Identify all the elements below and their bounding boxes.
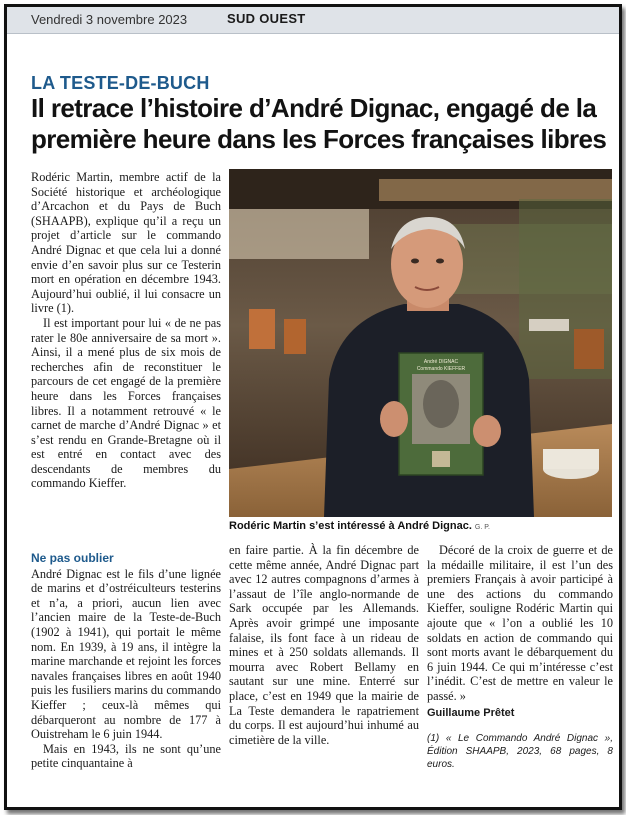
location-kicker: LA TESTE-DE-BUCH [31,73,210,93]
caption-text: Rodéric Martin s’est intéressé à André Dignac. [229,520,472,532]
column1-paragraph-2: Mais en 1943, ils ne sont qu’une petite cinquantaine à [31,741,221,771]
column3-paragraph: Décoré de la croix de guerre et de la médaille militaire, il est l’un des premiers Français à avoir participé à une des actions du commando Kieffer, souligne Rodéric Martin qui ajoute que « l’on a oublié les 10 soldats en action de commando qui sont morts avant le débarquement du 6 juin 1944. Ce qui m’intéresse c’est l’inédit. C’est de mettre en valeur le passé. » [427,543,613,703]
column1-paragraph-1: André Dignac est le fils d’une lignée de marins et d’ostréiculteurs testerins et n’a, a priori, aucun lien avec l’ancien maire de la Teste-de-Buch (1902 à 1941), qui portait le même nom. En 1939, à 19 ans, il intègre la marine marchande et rejoint les forces navales françaises libres en août 1940 puis les fusiliers marins du commando Kieffer ; ceux-là mêmes qui débarqueront au nombre de 177 à Ouistreham le 6 juin 1944. [31,566,221,742]
photo-credit: G. P. [474,524,490,531]
issue-date: Vendredi 3 novembre 2023 [31,12,188,27]
page-header [7,7,619,34]
book-title-line2: Commando KIEFFER [416,366,466,372]
subheading: Ne pas oublier [31,551,114,565]
body-column-3 [427,543,613,771]
intro-paragraph-2: Il est important pour lui « de ne pas rater le 80e anniversaire de sa mort ». Ainsi, il a mené plus de six mois de recherches afin de reconstituer le parcours de cet engagé de la première heure dans les Forces françaises libres. Il a notamment retrouvé « le carnet de marche d’André Dignac » et s’est rendu en Grande-Bretagne où il est entré en contact avec des descendants de membres du commando Kieffer. [31,315,221,491]
body-column-2 [229,543,419,747]
intro-paragraph-1: Rodéric Martin, membre actif de la Société historique et archéologique d’Arcachon et du Pays de Buch (SHAAPB), explique qu’il a reçu un projet d’article sur le commando André Dignac et que cela lui a donné envie d’en savoir plus sur ce Testerin mort en opération en décembre 1943. Aujourd’hui oublié, il lui consacre un livre (1). [31,170,221,316]
intro-column [31,170,221,491]
body-column-1 [31,551,221,771]
article-photo [229,169,612,517]
headline: Il retrace l’histoire d’André Dignac, engagé de la première heure dans les Forces françaises libres [31,93,607,154]
footnote: (1) « Le Commando André Dignac », Édition SHAAPB, 2023, 68 pages, 8 euros. [427,733,613,771]
newspaper-clipping [4,4,622,810]
book-title-line1: André DIGNAC [423,359,459,365]
author-signature: Guillaume Prêtet [427,706,515,719]
photo-caption [229,520,490,532]
column2-paragraph: en faire partie. À la fin décembre de cette même année, André Dignac part avec 12 autres compagnons d’armes à l’assaut de l’île anglo-normande de Sark occupée par les Allemands. Après avoir grimpé une imposante falaise, ils font face à un rideau de mines et à 250 soldats allemands. Il mourra avec Robert Bellamy en sautant sur une mine. Enterré sur place, c’est en 1949 que la mairie de La Teste demandera le rapatriement du corps. Il est aujourd’hui inhumé au cimetière de la ville. [229,543,419,747]
newspaper-name: SUD OUEST [227,11,306,26]
